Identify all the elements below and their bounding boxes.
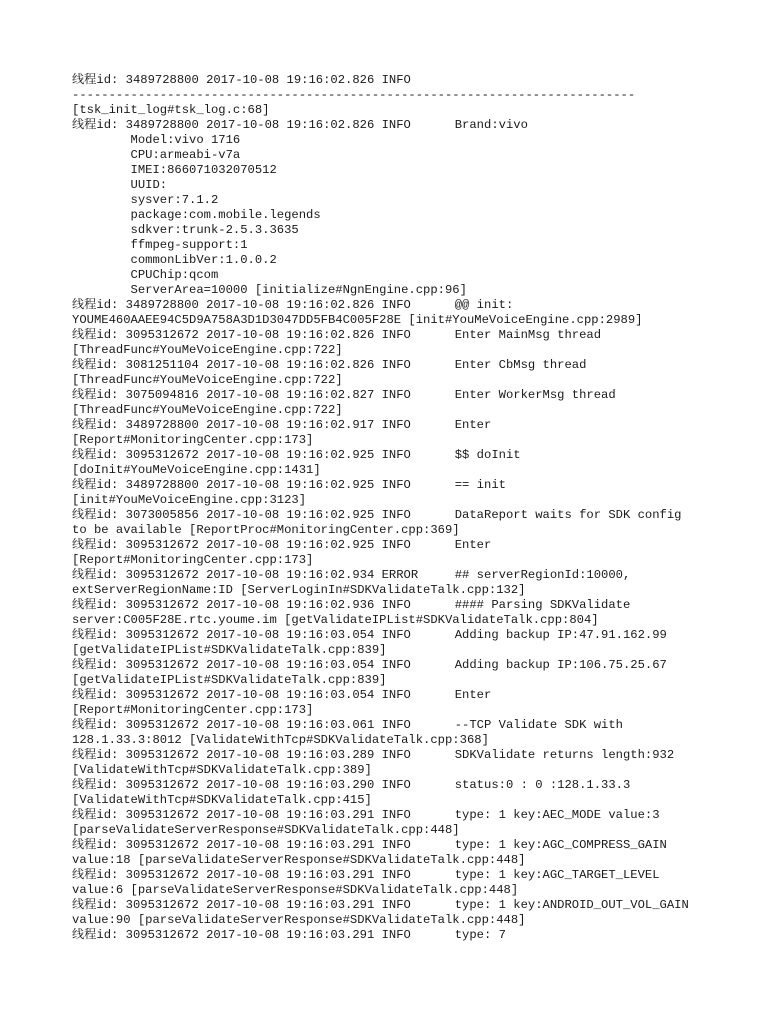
log-line: 线程id: 3095312672 2017-10-08 19:16:02.925 INFO $$ doInit bbox=[72, 448, 521, 462]
log-line: [ThreadFunc#YouMeVoiceEngine.cpp:722] bbox=[72, 403, 343, 417]
log-line: 线程id: 3095312672 2017-10-08 19:16:03.054 INFO Adding backup IP:106.75.25.67 bbox=[72, 658, 667, 672]
log-line: value:6 [parseValidateServerResponse#SDKValidateTalk.cpp:448] bbox=[72, 883, 519, 897]
log-line: [parseValidateServerResponse#SDKValidateTalk.cpp:448] bbox=[72, 823, 460, 837]
log-line: value:18 [parseValidateServerResponse#SDKValidateTalk.cpp:448] bbox=[72, 853, 526, 867]
log-line: 线程id: 3095312672 2017-10-08 19:16:03.291 INFO type: 7 bbox=[72, 928, 506, 942]
log-line: 线程id: 3095312672 2017-10-08 19:16:03.290 INFO status:0 : 0 :128.1.33.3 bbox=[72, 778, 631, 792]
log-line: 线程id: 3095312672 2017-10-08 19:16:03.291 INFO type: 1 key:AGC_COMPRESS_GAIN bbox=[72, 838, 667, 852]
log-line: IMEI:866071032070512 bbox=[72, 163, 277, 177]
log-line: to be available [ReportProc#MonitoringCenter.cpp:369] bbox=[72, 523, 460, 537]
log-line: [tsk_init_log#tsk_log.c:68] bbox=[72, 103, 270, 117]
log-line: [Report#MonitoringCenter.cpp:173] bbox=[72, 433, 314, 447]
log-line: [ValidateWithTcp#SDKValidateTalk.cpp:415] bbox=[72, 793, 372, 807]
log-line: UUID: bbox=[72, 178, 168, 192]
log-line: CPUChip:qcom bbox=[72, 268, 219, 282]
log-line: ffmpeg-support:1 bbox=[72, 238, 248, 252]
log-line: 线程id: 3095312672 2017-10-08 19:16:03.061 INFO --TCP Validate SDK with bbox=[72, 718, 623, 732]
log-line: [ThreadFunc#YouMeVoiceEngine.cpp:722] bbox=[72, 343, 343, 357]
log-line: ServerArea=10000 [initialize#NgnEngine.cpp:96] bbox=[72, 283, 467, 297]
log-line: [init#YouMeVoiceEngine.cpp:3123] bbox=[72, 493, 307, 507]
log-line: 线程id: 3489728800 2017-10-08 19:16:02.826 INFO @@ init: bbox=[72, 298, 514, 312]
log-line: 线程id: 3489728800 2017-10-08 19:16:02.826 INFO Brand:vivo bbox=[72, 118, 528, 132]
log-line: 线程id: 3095312672 2017-10-08 19:16:03.054 INFO Adding backup IP:47.91.162.99 bbox=[72, 628, 667, 642]
log-line: 线程id: 3489728800 2017-10-08 19:16:02.917 INFO Enter bbox=[72, 418, 492, 432]
log-line: 线程id: 3095312672 2017-10-08 19:16:02.936 INFO #### Parsing SDKValidate bbox=[72, 598, 631, 612]
log-line: 线程id: 3095312672 2017-10-08 19:16:03.291 INFO type: 1 key:AEC_MODE value:3 bbox=[72, 808, 660, 822]
log-line: 线程id: 3075094816 2017-10-08 19:16:02.827 INFO Enter WorkerMsg thread bbox=[72, 388, 616, 402]
log-line: YOUME460AAEE94C5D9A758A3D1D3047DD5FB4C005F28E [init#YouMeVoiceEngine.cpp:2989] bbox=[72, 313, 643, 327]
log-line: 线程id: 3095312672 2017-10-08 19:16:03.054 INFO Enter bbox=[72, 688, 492, 702]
log-line: sdkver:trunk-2.5.3.3635 bbox=[72, 223, 299, 237]
log-line: 线程id: 3073005856 2017-10-08 19:16:02.925 INFO DataReport waits for SDK config bbox=[72, 508, 682, 522]
log-line: [ThreadFunc#YouMeVoiceEngine.cpp:722] bbox=[72, 373, 343, 387]
log-line: 线程id: 3489728800 2017-10-08 19:16:02.826 INFO bbox=[72, 73, 411, 87]
log-line: 线程id: 3095312672 2017-10-08 19:16:02.826 INFO Enter MainMsg thread bbox=[72, 328, 602, 342]
log-line: 线程id: 3095312672 2017-10-08 19:16:03.291 INFO type: 1 key:ANDROID_OUT_VOL_GAIN bbox=[72, 898, 689, 912]
log-line: 线程id: 3489728800 2017-10-08 19:16:02.925 INFO == init bbox=[72, 478, 506, 492]
log-line: 128.1.33.3:8012 [ValidateWithTcp#SDKValidateTalk.cpp:368] bbox=[72, 733, 489, 747]
log-line: value:90 [parseValidateServerResponse#SDKValidateTalk.cpp:448] bbox=[72, 913, 526, 927]
log-line: sysver:7.1.2 bbox=[72, 193, 219, 207]
log-line: CPU:armeabi-v7a bbox=[72, 148, 241, 162]
log-line: [getValidateIPList#SDKValidateTalk.cpp:839] bbox=[72, 643, 387, 657]
log-line: package:com.mobile.legends bbox=[72, 208, 321, 222]
log-line: 线程id: 3095312672 2017-10-08 19:16:03.289 INFO SDKValidate returns length:932 bbox=[72, 748, 675, 762]
log-line: [ValidateWithTcp#SDKValidateTalk.cpp:389] bbox=[72, 763, 372, 777]
log-line: server:C005F28E.rtc.youme.im [getValidateIPList#SDKValidateTalk.cpp:804] bbox=[72, 613, 599, 627]
log-line: [Report#MonitoringCenter.cpp:173] bbox=[72, 553, 314, 567]
log-line: commonLibVer:1.0.0.2 bbox=[72, 253, 277, 267]
separator-line: ----------------------------------------------------------------------------- bbox=[72, 88, 636, 102]
log-line: 线程id: 3095312672 2017-10-08 19:16:03.291 INFO type: 1 key:AGC_TARGET_LEVEL bbox=[72, 868, 660, 882]
log-document bbox=[72, 73, 752, 943]
log-line: extServerRegionName:ID [ServerLoginIn#SDKValidateTalk.cpp:132] bbox=[72, 583, 526, 597]
log-line: [Report#MonitoringCenter.cpp:173] bbox=[72, 703, 314, 717]
log-line: 线程id: 3095312672 2017-10-08 19:16:02.934 ERROR ## serverRegionId:10000, bbox=[72, 568, 631, 582]
log-line: 线程id: 3081251104 2017-10-08 19:16:02.826 INFO Enter CbMsg thread bbox=[72, 358, 587, 372]
log-line: [doInit#YouMeVoiceEngine.cpp:1431] bbox=[72, 463, 321, 477]
log-line: [getValidateIPList#SDKValidateTalk.cpp:839] bbox=[72, 673, 387, 687]
log-line: 线程id: 3095312672 2017-10-08 19:16:02.925 INFO Enter bbox=[72, 538, 492, 552]
log-line: Model:vivo 1716 bbox=[72, 133, 241, 147]
